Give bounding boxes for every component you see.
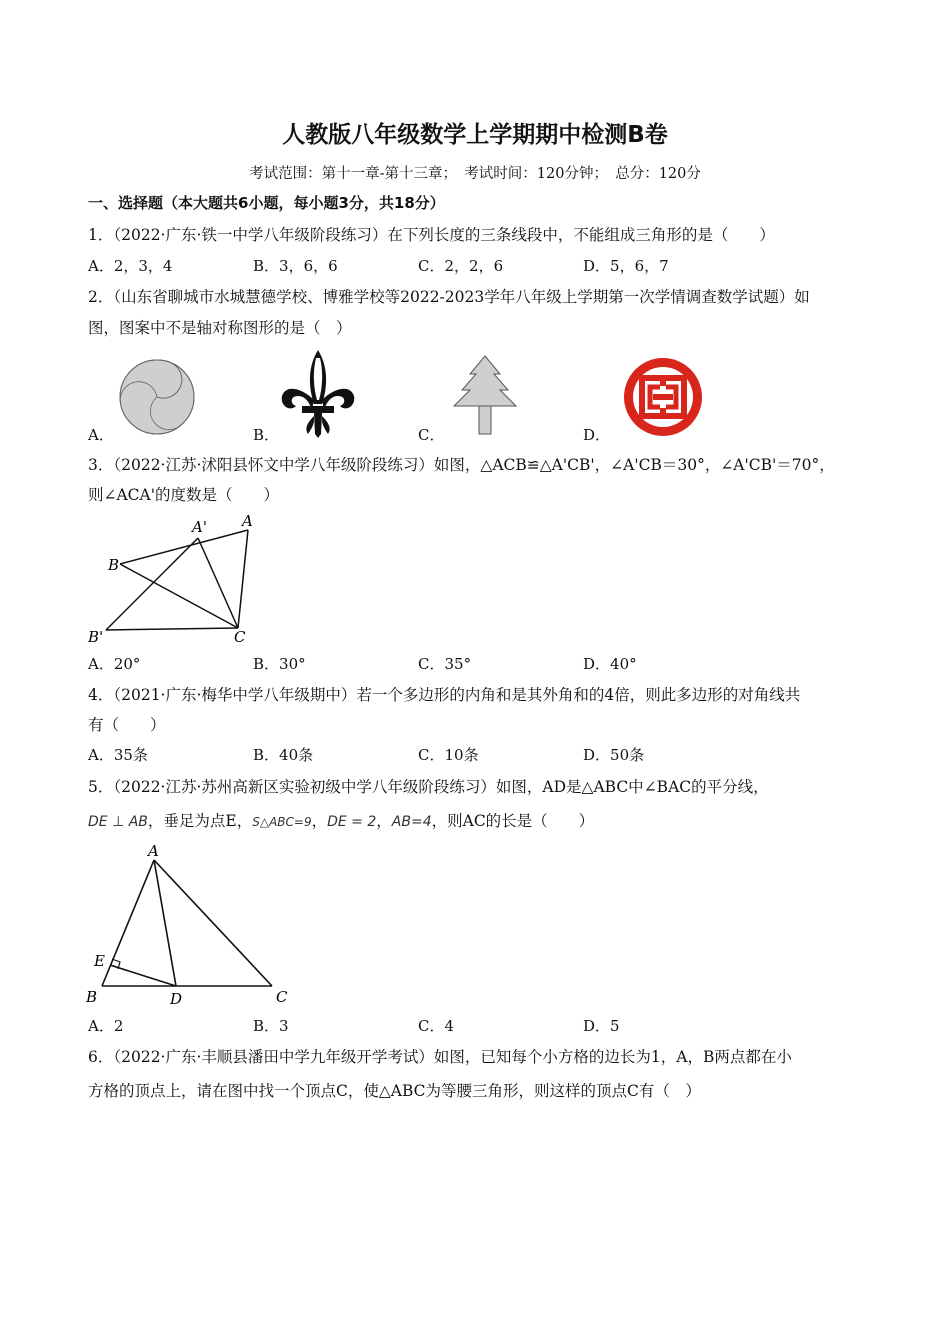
question-4-stem-line1: 4．（2021·广东·梅华中学八年级期中）若一个多边形的内角和是其外角和的4倍，则此多边形的对角线共 [88, 686, 801, 704]
question-6-stem-line1: 6．（2022·广东·丰顺县潘田中学九年级开学考试）如图，已知每个小方格的边长为1，A，B两点都在小 [88, 1048, 792, 1066]
fleur-de-lis-figure [278, 348, 358, 440]
label-a: A [242, 512, 253, 530]
option-c: C．4 [418, 1017, 455, 1035]
option-d: D．5，6，7 [583, 257, 669, 275]
option-b: B．3，6，6 [253, 257, 338, 275]
question-3-stem-line1: 3．（2022·江苏·沭阳县怀文中学八年级阶段练习）如图，△ACB≌△A'CB'，∠A'CB＝30°，∠A'CB'＝70°， [88, 456, 835, 474]
question-4-stem-line2: 有（ ） [88, 716, 166, 734]
option-b: B．30° [253, 655, 306, 673]
document-title: 人教版八年级数学上学期期中检测B卷 [282, 122, 668, 148]
label-b: B [86, 988, 98, 1006]
formula-de: DE = 2 [327, 814, 377, 830]
option-d: D．50条 [583, 746, 645, 764]
question-2-stem-line2: 图，图案中不是轴对称图形的是（ ） [88, 319, 352, 337]
label-b-prime: B' [88, 628, 104, 646]
option-a: A．20° [88, 655, 141, 673]
option-a: A． [88, 426, 114, 444]
pine-tree-figure [448, 354, 522, 436]
question-5-stem-line1: 5．（2022·江苏·苏州高新区实验初级中学八年级阶段练习）如图，AD是△ABC中∠BAC的平分线， [88, 778, 769, 796]
formula-ab: AB=4 [391, 814, 432, 830]
option-d: D． [583, 426, 611, 444]
formula-area: S△ABC=9 [252, 815, 312, 829]
label-e: E [94, 952, 105, 970]
label-a-prime: A' [192, 518, 207, 536]
label-c: C [276, 988, 288, 1006]
label-d: D [170, 990, 183, 1008]
question-2-stem-line1: 2．（山东省聊城市水城慧德学校、博雅学校等2022-2023学年八年级上学期第一次学情调查数学试题）如 [88, 288, 810, 306]
option-a: A．2 [88, 1017, 124, 1035]
option-b: B．3 [253, 1017, 289, 1035]
formula-de-perp-ab: DE ⊥ AB [88, 814, 148, 830]
triangle-figure-q5 [84, 840, 294, 1010]
bank-logo-figure [620, 356, 706, 438]
option-c: C．35° [418, 655, 472, 673]
question-3-stem-line2: 则∠ACA'的度数是（ ） [88, 486, 279, 504]
label-b: B [108, 556, 120, 574]
option-a: A．2，3，4 [88, 257, 173, 275]
triangle-figure-q3 [84, 510, 274, 646]
exam-meta: 考试范围：第十一章-第十三章； 考试时间：120分钟； 总分：120分 [249, 166, 701, 182]
option-d: D．40° [583, 655, 637, 673]
label-c: C [234, 628, 246, 646]
question-6-stem-line2: 方格的顶点上，请在图中找一个顶点C，使△ABC为等腰三角形，则这样的顶点C有（ ） [88, 1082, 701, 1100]
option-d: D．5 [583, 1017, 620, 1035]
option-c: C．2，2，6 [418, 257, 504, 275]
option-b: B．40条 [253, 746, 314, 764]
option-c: C． [418, 426, 445, 444]
section-heading: 一、选择题（本大题共6小题，每小题3分，共18分） [88, 194, 445, 212]
option-c: C．10条 [418, 746, 479, 764]
label-a: A [148, 842, 159, 860]
question-1-stem: 1．（2022·广东·铁一中学八年级阶段练习）在下列长度的三条线段中，不能组成三角形的是（ ） [88, 226, 775, 244]
question-5-stem-line2: DE ⊥ AB，垂足为点E，S△ABC=9，DE = 2，AB=4，则AC的长是（ ） [88, 812, 595, 830]
option-a: A．35条 [88, 746, 148, 764]
pinwheel-figure [118, 358, 196, 436]
option-b: B． [253, 426, 280, 444]
